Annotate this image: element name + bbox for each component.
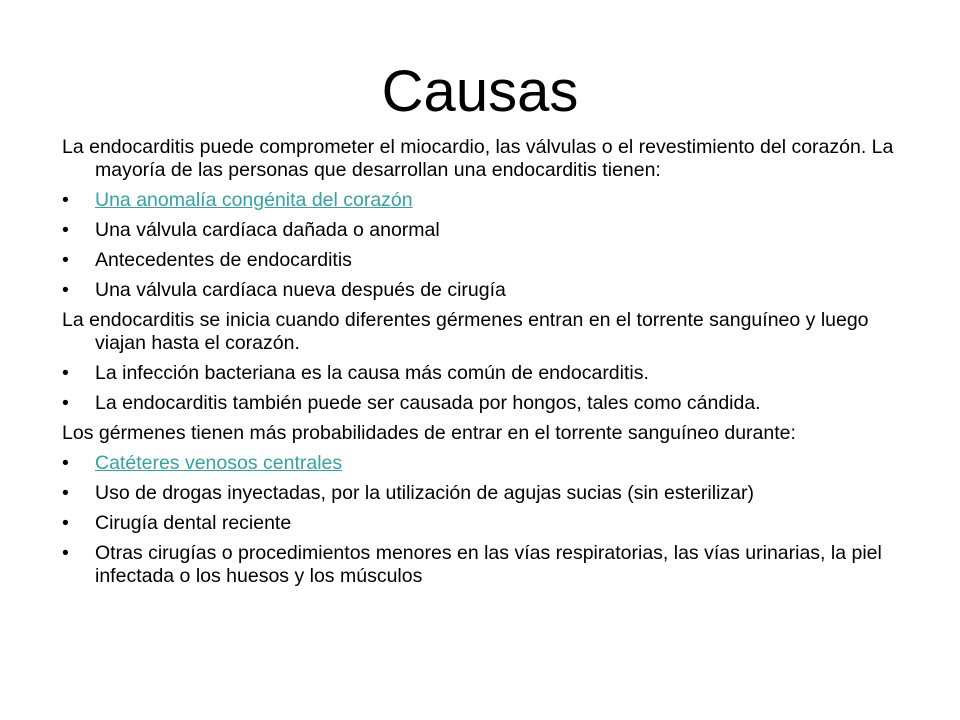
bullet-icon: • xyxy=(62,512,69,534)
bullet-icon: • xyxy=(62,189,69,211)
slide-body xyxy=(62,136,912,595)
paragraph xyxy=(62,136,912,182)
list-item-text: Una válvula cardíaca dañada o anormal xyxy=(95,219,440,241)
bullet-icon: • xyxy=(62,219,69,241)
list-item xyxy=(62,362,912,385)
list-item xyxy=(62,279,912,302)
paragraph-text: Los gérmenes tienen más probabilidades de entrar en el torrente sanguíneo durante: xyxy=(62,422,796,444)
paragraph xyxy=(62,422,912,445)
list-item xyxy=(62,392,912,415)
list-item xyxy=(62,482,912,505)
paragraph-text: La endocarditis puede comprometer el miocardio, las válvulas o el revestimiento del corazón. La mayoría de las personas que desarrollan una endocarditis tienen: xyxy=(62,136,894,181)
bullet-icon: • xyxy=(62,249,69,271)
paragraph xyxy=(62,309,912,355)
bullet-icon: • xyxy=(62,362,69,384)
slide-title: Causas xyxy=(381,59,579,124)
bullet-icon: • xyxy=(62,452,69,474)
list-item xyxy=(62,542,912,588)
list-item-text: Antecedentes de endocarditis xyxy=(95,249,352,271)
list-item xyxy=(62,189,912,212)
bullet-icon: • xyxy=(62,482,69,504)
list-item xyxy=(62,452,912,475)
bullet-icon: • xyxy=(62,542,69,564)
list-item-text: Cirugía dental reciente xyxy=(95,512,292,534)
link-cateteres-venosos[interactable]: Catéteres venosos centrales xyxy=(95,452,343,474)
link-anomalia-congenita[interactable]: Una anomalía congénita del corazón xyxy=(95,189,413,211)
list-item-text: Otras cirugías o procedimientos menores en las vías respiratorias, las vías urinarias, la piel infectada o los huesos y los músculos xyxy=(95,542,882,587)
list-item-text: La endocarditis también puede ser causada por hongos, tales como cándida. xyxy=(95,392,761,414)
list-item xyxy=(62,512,912,535)
list-item xyxy=(62,219,912,242)
list-item-text: Uso de drogas inyectadas, por la utilización de agujas sucias (sin esterilizar) xyxy=(95,482,754,504)
bullet-icon: • xyxy=(62,279,69,301)
list-item-text: Una válvula cardíaca nueva después de cirugía xyxy=(95,279,506,301)
bullet-icon: • xyxy=(62,392,69,414)
list-item-text: La infección bacteriana es la causa más común de endocarditis. xyxy=(95,362,649,384)
list-item xyxy=(62,249,912,272)
paragraph-text: La endocarditis se inicia cuando diferentes gérmenes entran en el torrente sanguíneo y luego viajan hasta el corazón. xyxy=(62,309,869,354)
